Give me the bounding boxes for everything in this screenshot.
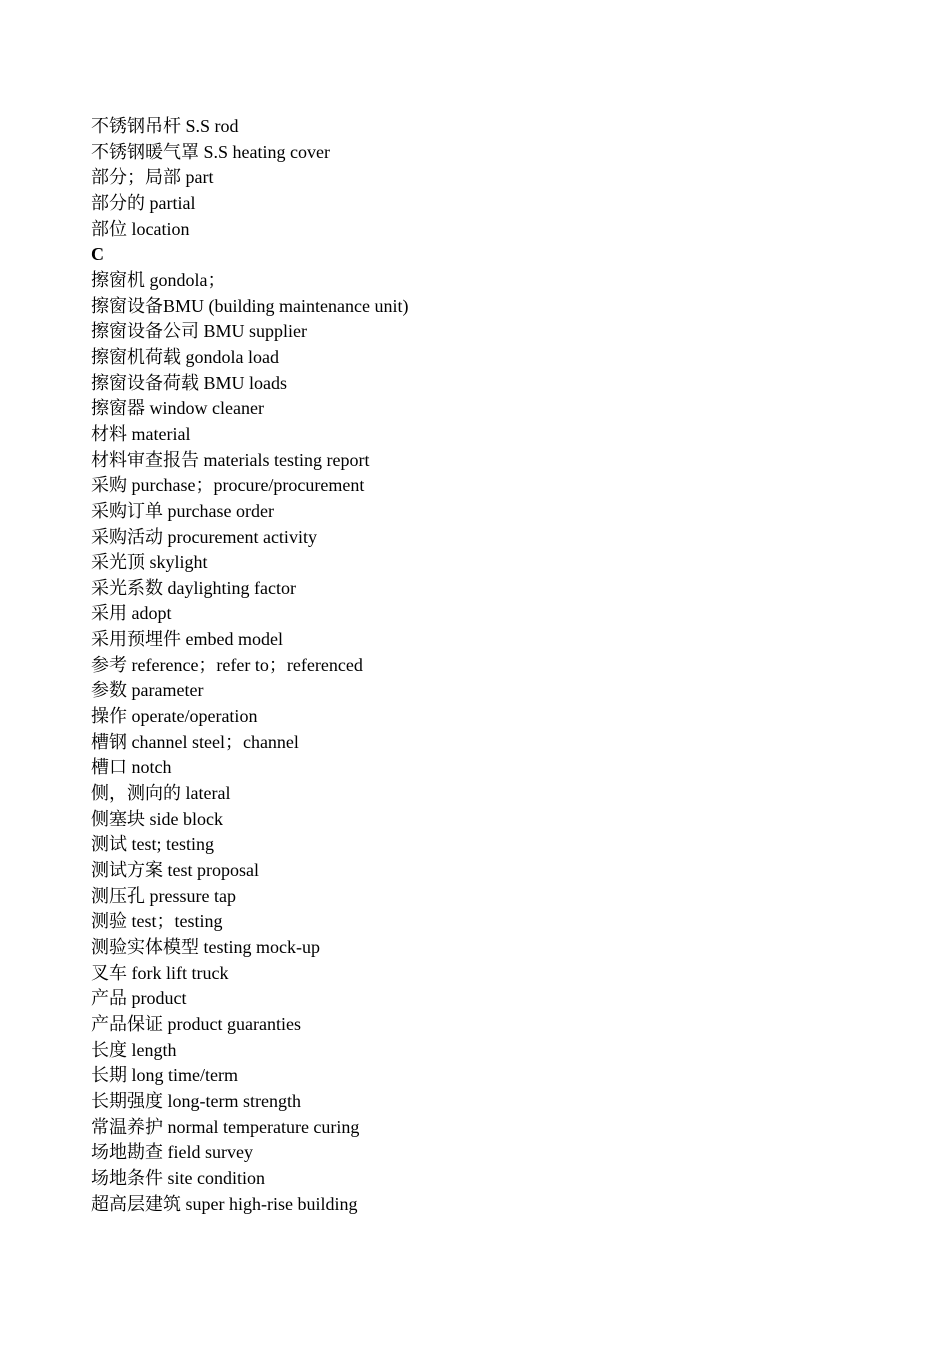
glossary-entry: 擦窗机 gondola； [91,269,226,290]
section-letter-heading: C [91,244,104,265]
glossary-entry: 擦窗机荷载 gondola load [91,346,279,367]
glossary-entry: 擦窗器 window cleaner [91,398,264,419]
glossary-entry: 场地条件 site condition [91,1167,265,1188]
glossary-entry: 产品 product [91,988,187,1009]
glossary-entry: 擦窗设备荷载 BMU loads [91,372,288,393]
glossary-entry: 不锈钢吊杆 S.S rod [91,116,239,136]
glossary-entry: 侧，测向的 lateral [91,783,231,804]
glossary-entry: 叉车 fork lift truck [91,962,229,983]
glossary-entry: 参数 parameter [91,680,204,701]
glossary-entry: 参考 reference；refer to；referenced [91,654,363,675]
glossary-entry: 采光顶 skylight [91,552,208,573]
glossary-entry: 测验实体模型 testing mock-up [91,937,320,957]
glossary-entry: 测压孔 pressure tap [91,885,236,906]
glossary-entry: 材料审查报告 materials testing report [91,449,370,470]
glossary-entry: 长度 length [91,1039,177,1060]
glossary-entry: 测验 test；testing [91,911,223,932]
glossary-entry: 长期强度 long-term strength [91,1090,301,1111]
glossary-entry: 擦窗设备BMU (building maintenance unit) [91,295,409,316]
glossary-entry: 采光系数 daylighting factor [91,577,296,598]
glossary-entry: 采购订单 purchase order [91,500,274,521]
glossary-entry: 采用预埋件 embed model [91,629,283,650]
glossary-entry: 槽钢 channel steel；channel [91,731,299,752]
glossary-entry: 采购活动 procurement activity [91,526,317,547]
glossary-entry: 测试 test; testing [91,834,214,855]
glossary-entry: 长期 long time/term [91,1065,238,1086]
glossary-entry: 部分；局部 part [91,167,214,188]
glossary-entry: 槽口 notch [91,757,172,778]
glossary-entry: 产品保证 product guaranties [91,1013,301,1034]
glossary-entry: 采购 purchase；procure/procurement [91,475,365,496]
glossary-entry: 场地勘查 field survey [91,1142,253,1163]
glossary-entry: 擦窗设备公司 BMU supplier [91,321,307,342]
glossary-entry: 材料 material [91,423,191,444]
glossary-entry: 常温养护 normal temperature curing [91,1116,360,1137]
glossary-entry: 部位 location [91,218,190,239]
glossary-entry: 操作 operate/operation [91,706,258,727]
glossary-page [91,114,891,1217]
glossary-entry: 部分的 partial [91,192,196,213]
glossary-entry: 采用 adopt [91,603,172,624]
glossary-entry: 超高层建筑 super high-rise building [91,1193,358,1214]
glossary-entry: 测试方案 test proposal [91,860,259,881]
glossary-entry: 不锈钢暖气罩 S.S heating cover [91,141,330,162]
glossary-entry: 侧塞块 side block [91,808,223,829]
